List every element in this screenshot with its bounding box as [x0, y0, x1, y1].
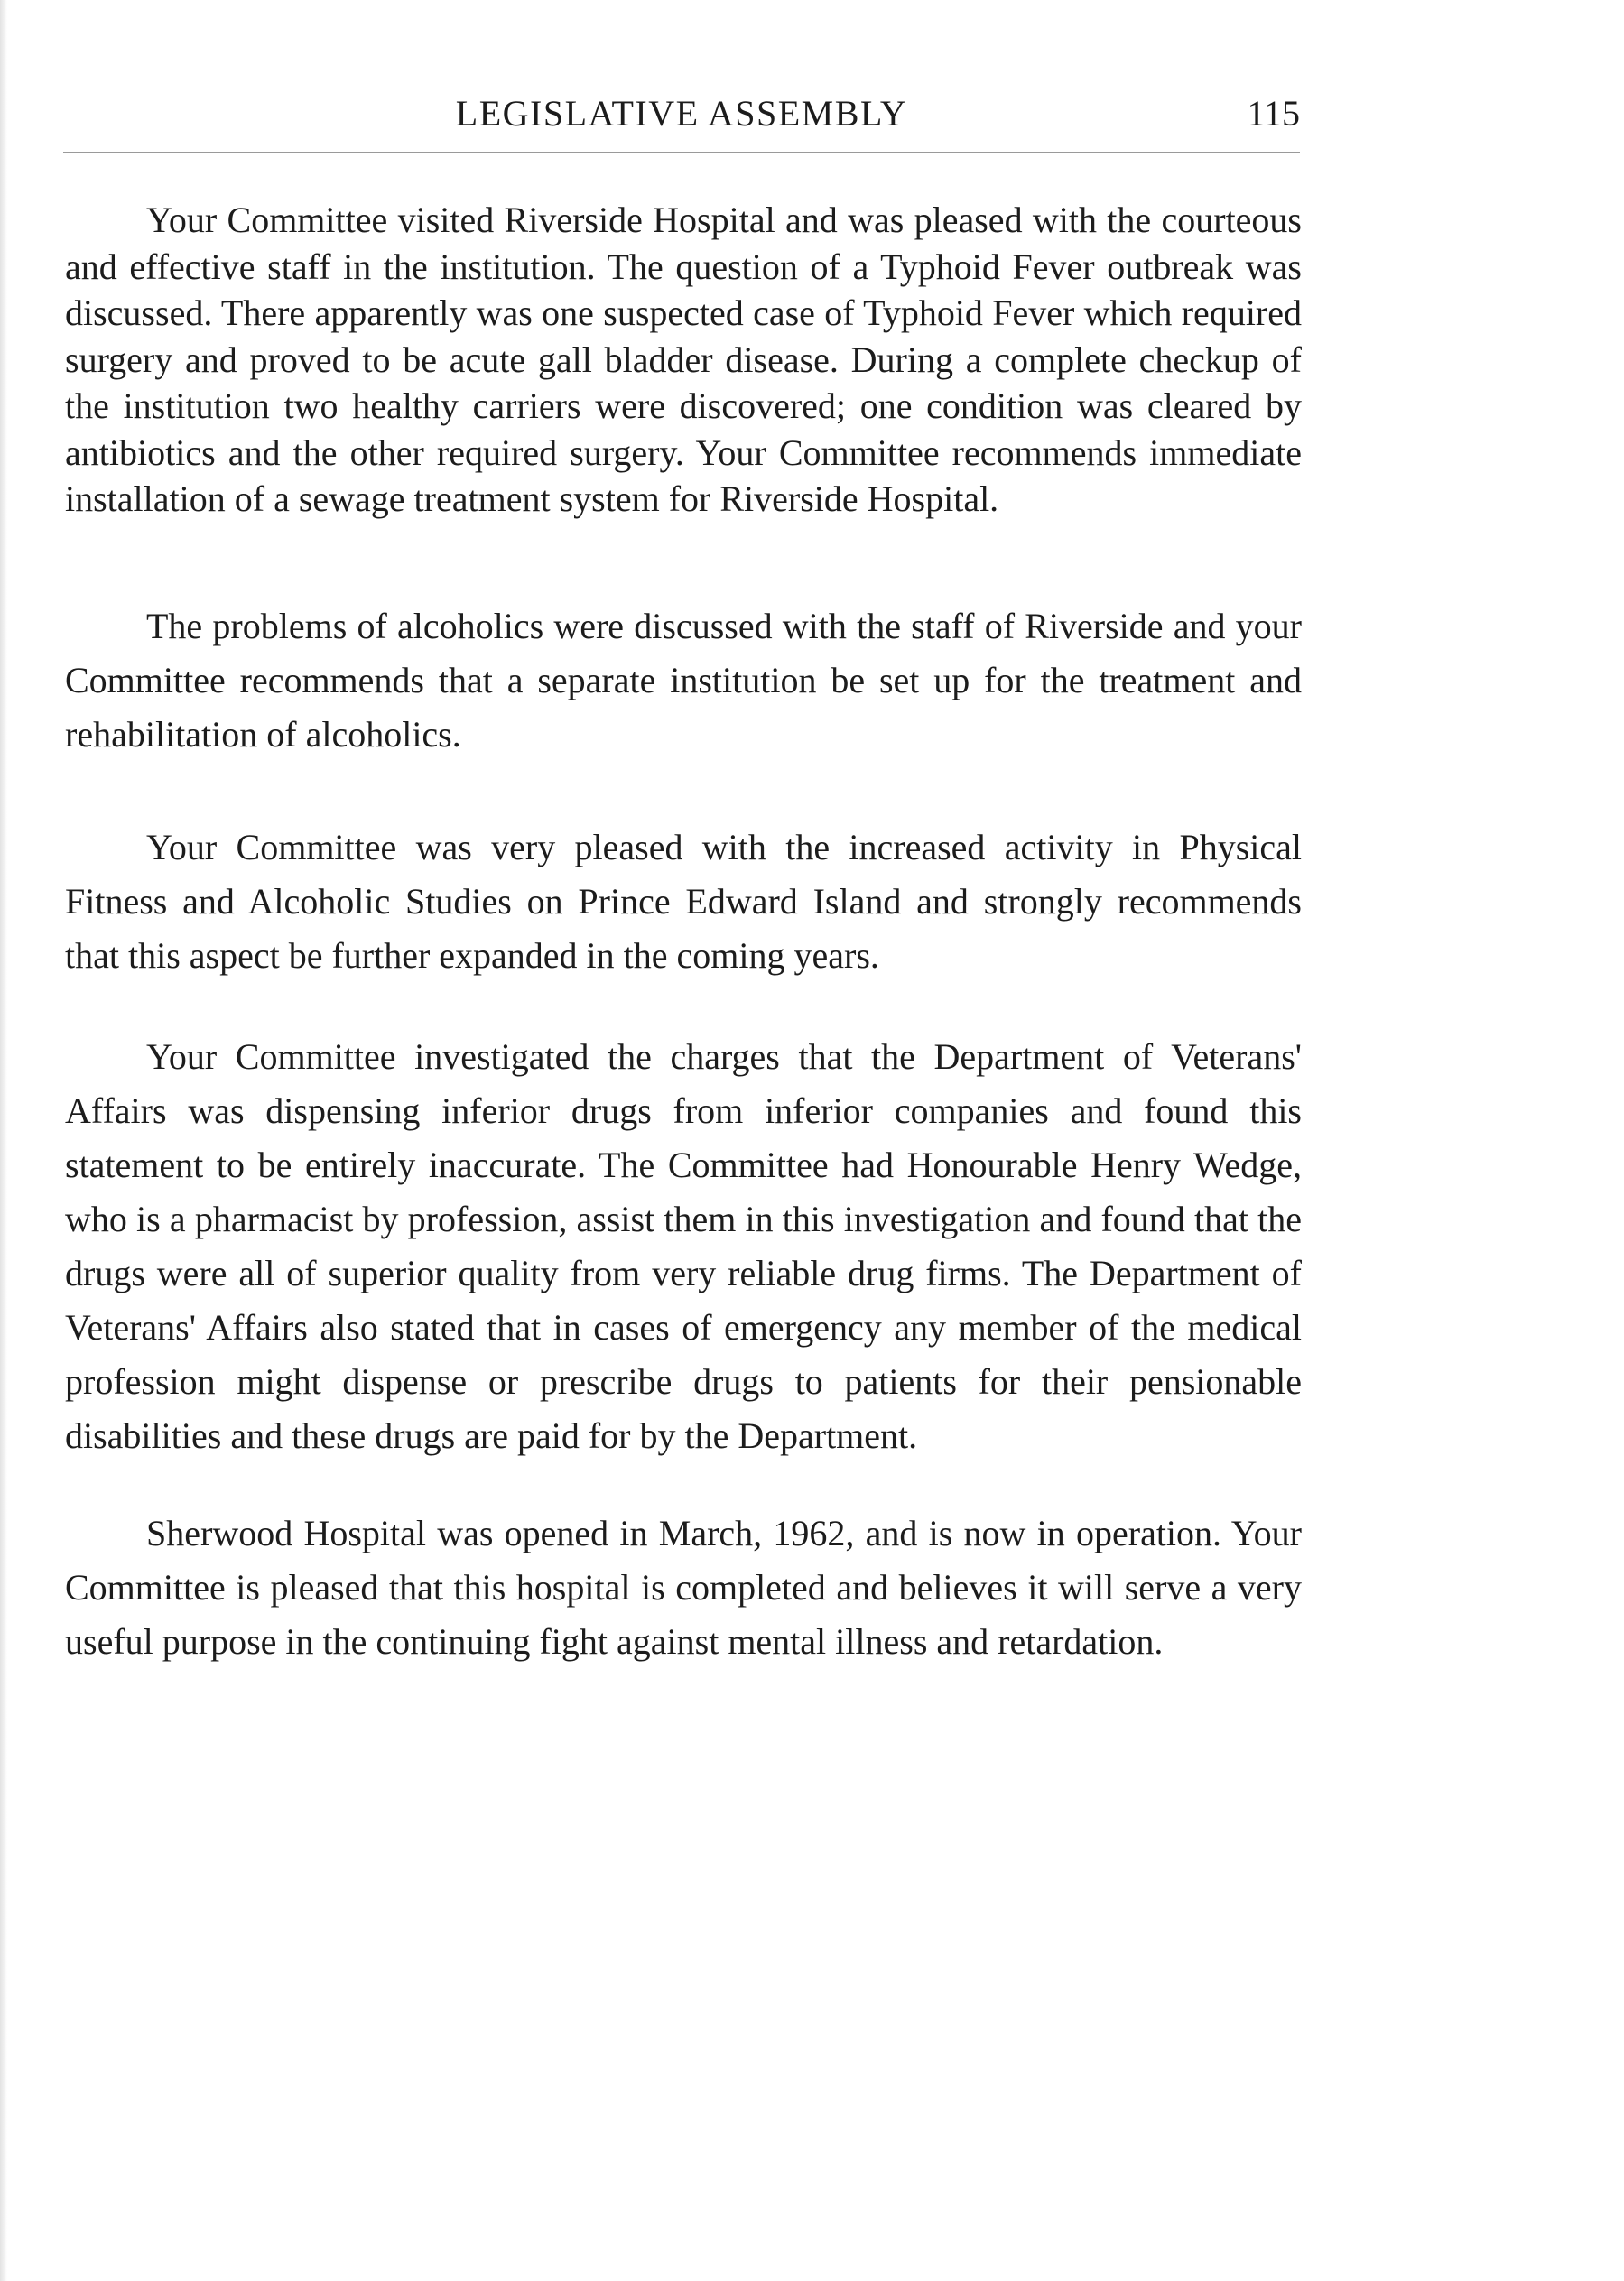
running-header: [63, 87, 1300, 141]
body-text: [65, 197, 1302, 1669]
page-number: 115: [1247, 93, 1300, 134]
running-title: LEGISLATIVE ASSEMBLY: [455, 93, 908, 134]
paragraph-sherwood-hospital: Sherwood Hospital was opened in March, 1962, and is now in operation. Your Committee is pleased that this hospital is completed and believes it will serve a very useful purpose in the continuing fight against mental illness and retardation.: [65, 1512, 1302, 1662]
paragraph-veterans-affairs: Your Committee investigated the charges that the Department of Veterans' Affairs was dispensing inferior drugs from inferior companies and found this statement to be entirely inaccurate. The Committee had Honourable Henry Wedge, who is a pharmacist by profession, assist them in this investigation and found that the drugs were all of superior quality from very reliable drug firms. The Department of Veterans' Affairs also stated that in cases of emergency any member of the medical profession might dispense or prescribe drugs to patients for their pensionable disabilities and these drugs are paid for by the Department.: [65, 1035, 1302, 1456]
paragraph-riverside-hospital: Your Committee visited Riverside Hospital and was pleased with the courteous and effective staff in the institution. The question of a Typhoid Fever outbreak was discussed. There apparently was one suspected case of Typhoid Fever which required surgery and proved to be acute gall bladder disease. During a complete checkup of the institution two healthy carriers were discovered; one condition was cleared by antibiotics and the other required surgery. Your Committee recommends immediate installation of a sewage treatment system for Riverside Hospital.: [65, 199, 1302, 519]
paragraph-alcoholics: The problems of alcoholics were discussed with the staff of Riverside and your Committee recommends that a separate institution be set up for the treatment and rehabilitation of alcoholics.: [65, 605, 1302, 755]
header-rule: [63, 152, 1300, 153]
paragraph-physical-fitness: Your Committee was very pleased with the increased activity in Physical Fitness and Alcoholic Studies on Prince Edward Island and strongly recommends that this aspect be further expanded in the coming years.: [65, 826, 1302, 976]
page-edge-shadow: [0, 0, 7, 2281]
